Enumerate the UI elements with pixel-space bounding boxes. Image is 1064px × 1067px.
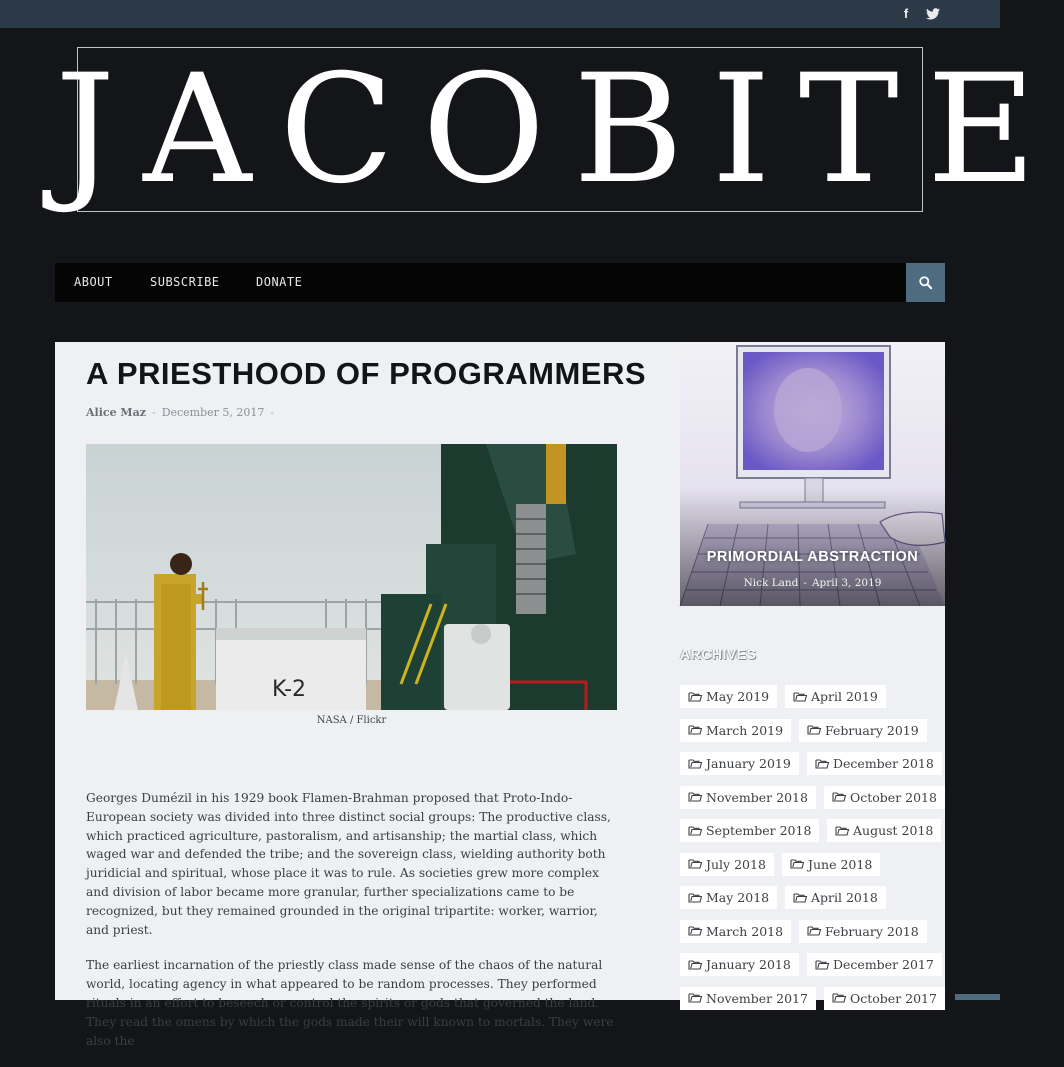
facebook-icon[interactable]: f [903,6,909,21]
archive-link-label: June 2018 [808,856,873,872]
folder-icon [688,925,702,936]
content-area [55,342,945,1048]
folder-icon [807,925,821,936]
folder-icon [815,758,829,769]
folder-icon [688,825,702,836]
folder-icon [688,758,702,769]
archive-link[interactable] [680,685,777,708]
folder-icon [807,724,821,735]
archive-link[interactable] [785,886,886,909]
folder-icon [832,992,846,1003]
archives-heading: ARCHIVES [680,646,757,662]
archive-link[interactable] [807,953,942,976]
nav-item-about[interactable]: ABOUT [74,275,113,289]
archive-link[interactable] [824,987,945,1010]
archive-link-label: September 2018 [706,823,812,838]
archive-link[interactable] [680,953,799,976]
archive-link[interactable] [680,987,816,1010]
archive-link[interactable] [680,886,777,909]
archive-link[interactable] [827,819,941,842]
folder-icon [790,858,804,869]
archive-link-label: December 2017 [833,957,934,972]
folder-icon [688,691,702,702]
meta-separator: - [151,406,156,419]
twitter-icon[interactable] [925,6,941,22]
container-label: K-2 [272,677,307,702]
archive-link[interactable] [680,719,791,742]
archive-link[interactable] [799,920,927,943]
folder-icon [688,791,702,802]
archive-link[interactable] [680,786,816,809]
featured-author[interactable]: Nick Land [743,577,799,589]
meta-separator: - [803,577,807,589]
archive-link-label: November 2018 [706,789,808,805]
archive-link[interactable] [799,719,927,742]
folder-icon [832,791,846,802]
featured-post-card[interactable] [680,342,945,606]
scroll-to-top-button[interactable] [955,994,1000,1000]
post-meta [86,406,280,419]
search-icon [919,276,932,289]
archive-link-label: April 2018 [811,890,878,905]
archive-link-label: July 2018 [706,856,766,872]
archive-link-label: December 2018 [833,756,934,771]
archive-link[interactable] [680,853,774,876]
post-body [86,789,621,1067]
post-author[interactable]: Alice Maz [86,406,146,419]
meta-separator: - [270,406,275,419]
archive-link[interactable] [824,786,945,809]
folder-icon [815,959,829,970]
folder-icon [688,992,702,1003]
folder-icon [793,691,807,702]
featured-post-meta [680,577,945,589]
site-logo[interactable]: JACOBITE [55,43,1064,217]
nav-item-subscribe[interactable]: SUBSCRIBE [150,275,220,289]
folder-icon [688,892,702,903]
archive-link-label: August 2018 [853,823,934,838]
featured-date[interactable]: April 3, 2019 [811,577,882,589]
archive-link-label: February 2018 [825,923,919,939]
archive-link-label: November 2017 [706,990,808,1006]
archive-link-label: March 2019 [706,722,784,738]
post-title[interactable]: A PRIESTHOOD OF PROGRAMMERS [86,356,647,391]
archive-link[interactable] [785,685,886,708]
post-date[interactable]: December 5, 2017 [161,406,265,419]
archive-link[interactable] [807,752,942,775]
archive-link[interactable] [680,920,791,943]
search-button[interactable] [906,263,945,302]
folder-icon [688,858,702,869]
archive-link[interactable] [782,853,880,876]
archive-link-label: October 2017 [850,990,937,1006]
folder-icon [835,825,849,836]
archive-link-label: April 2019 [811,689,878,704]
folder-icon [688,724,702,735]
archive-link-label: January 2018 [706,957,791,972]
archive-link-label: February 2019 [825,722,919,738]
post-hero-image [86,444,617,710]
image-caption: NASA / Flickr [316,715,387,726]
archive-link-label: May 2018 [706,890,770,905]
archive-link-label: October 2018 [850,789,937,805]
archive-link-label: May 2019 [706,689,770,704]
archive-link-label: March 2018 [706,923,784,939]
archive-link-label: January 2019 [706,756,791,771]
post-paragraph: Georges Dumézil in his 1929 book Flamen-Brahman proposed that Proto-Indo-European society was divided into three distinct social groups: The productive class, which practiced agriculture, pastoralism, and artisanship; the martial class, which waged war and defended the tribe; and the sovereign class, wielding authority both juridicial and spiritual, whose place it was to rule. As societies grew more complex and division of labor became more granular, further specializations came to be recognized, but they remained grounded in the original tripartite: worker, warrior, and priest. [86,791,611,937]
archive-link[interactable] [680,819,819,842]
archive-link[interactable] [680,752,799,775]
post-paragraph: The earliest incarnation of the priestly class made sense of the chaos of the natural world, locating agency in what appeared to be random processes. They performed rituals in an effort to beseech or control the spirits or gods that governed the land. They read the omens by which the gods made their will known to mortals. They were also the [86,958,614,1048]
folder-icon [793,892,807,903]
top-bar [0,0,1000,28]
featured-post-title[interactable]: PRIMORDIAL ABSTRACTION [706,549,919,565]
main-nav [55,263,945,302]
folder-icon [688,959,702,970]
nav-item-donate[interactable]: DONATE [256,275,303,289]
